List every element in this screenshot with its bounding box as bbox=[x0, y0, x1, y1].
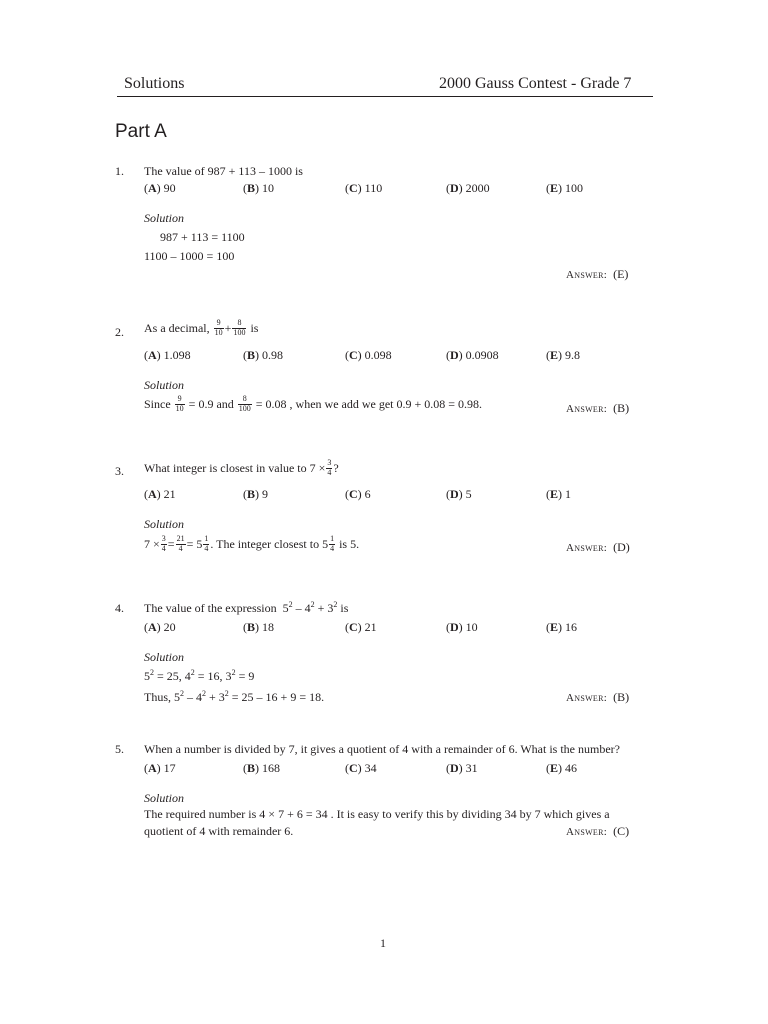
question-stem: The value of the expression $5^2 - 4^2 + 3^2$ is bbox=[144, 600, 349, 615]
choice-b: (B) 0.98 bbox=[243, 348, 284, 362]
choice-e: (E) 46 bbox=[546, 761, 578, 775]
question-number: 5. bbox=[115, 742, 124, 756]
solution-line: 1100 – 1000 = 100 bbox=[144, 249, 235, 263]
choice-c: (C) 21 bbox=[345, 620, 377, 634]
choice-d: (D) 31 bbox=[446, 761, 478, 775]
choice-e: (E) 9.8 bbox=[546, 348, 581, 362]
question-number: 1. bbox=[115, 164, 124, 178]
choice-a: (A) 90 bbox=[144, 181, 176, 195]
solution-label: Solution bbox=[144, 517, 185, 531]
fraction: $\frac{1}{4}$ bbox=[330, 534, 335, 553]
choice-c: (C) 34 bbox=[345, 761, 377, 775]
choice-b: (B) 9 bbox=[243, 487, 269, 501]
question-number: 4. bbox=[115, 601, 124, 615]
solution-line: quotient of 4 with remainder 6. bbox=[144, 824, 294, 838]
solution-line: 7 × $\frac{3}{4}$ = $\frac{21}{4}$ = 5 $\frac{1}{4}$ . The integer closest to 5 $\frac{1}{4}$ is 5. bbox=[144, 534, 360, 553]
choice-d: (D) 0.0908 bbox=[446, 348, 499, 362]
solution-label: Solution bbox=[144, 791, 185, 805]
question-stem: What integer is closest in value to 7 × $\frac{3}{4}$ ? bbox=[144, 458, 339, 477]
part-title: Part A bbox=[115, 121, 167, 142]
choice-e: (E) 1 bbox=[546, 487, 572, 501]
header-left: Solutions bbox=[124, 75, 185, 92]
choice-d: (D) 5 bbox=[446, 487, 472, 501]
fraction: $\frac{8}{100}$ bbox=[238, 394, 251, 413]
solution-line: Since $\frac{9}{10}$ = 0.9 and $\frac{8}{100}$ = 0.08 , when we add we get 0.9 + 0.08 = 0.98. bbox=[144, 394, 483, 413]
solution-label: Solution bbox=[144, 378, 185, 392]
header-right: 2000 Gauss Contest - Grade 7 bbox=[439, 75, 632, 92]
solution-line: $5^2 = 25$, $4^2 = 16$, $3^2 = 9$ bbox=[144, 668, 255, 683]
fraction: $\frac{1}{4}$ bbox=[204, 534, 209, 553]
answer: Answer: (C) bbox=[566, 824, 630, 838]
solution-label: Solution bbox=[144, 211, 185, 225]
solution-label: Solution bbox=[144, 650, 185, 664]
fraction: $\frac{9}{10}$ bbox=[175, 394, 184, 413]
question-number: 2. bbox=[115, 325, 124, 339]
choice-b: (B) 18 bbox=[243, 620, 275, 634]
choice-c: (C) 6 bbox=[345, 487, 371, 501]
choice-a: (A) 17 bbox=[144, 761, 176, 775]
choice-b: (B) 168 bbox=[243, 761, 281, 775]
choice-a: (A) 1.098 bbox=[144, 348, 191, 362]
answer: Answer: (B) bbox=[566, 690, 630, 704]
question-number: 3. bbox=[115, 464, 124, 478]
solution-line: The required number is 4 × 7 + 6 = 34 . It is easy to verify this by dividing 34 by 7 which gives a bbox=[144, 807, 610, 821]
choice-a: (A) 20 bbox=[144, 620, 176, 634]
fraction: $\frac{3}{4}$ bbox=[161, 534, 166, 553]
choice-d: (D) 10 bbox=[446, 620, 478, 634]
solution-line: 987 + 113 = 1100 bbox=[160, 230, 245, 244]
answer: Answer: (E) bbox=[566, 267, 629, 281]
header-rule bbox=[117, 96, 653, 97]
solution-line: Thus, $5^2 - 4^2 + 3^2 = 25 - 16 + 9 = 18$. bbox=[144, 689, 325, 704]
choice-c: (C) 110 bbox=[345, 181, 383, 195]
question-stem: When a number is divided by 7, it gives a quotient of 4 with a remainder of 6. What is the number? bbox=[144, 742, 620, 756]
choice-a: (A) 21 bbox=[144, 487, 176, 501]
fraction: $\frac{8}{100}$ bbox=[233, 318, 246, 337]
choice-e: (E) 16 bbox=[546, 620, 578, 634]
question-stem: As a decimal, $\frac{9}{10}$ + $\frac{8}{100}$ is bbox=[144, 318, 259, 337]
page-number: 1 bbox=[380, 936, 386, 950]
choice-e: (E) 100 bbox=[546, 181, 584, 195]
answer: Answer: (B) bbox=[566, 401, 630, 415]
choice-c: (C) 0.098 bbox=[345, 348, 392, 362]
question-stem: The value of 987 + 113 – 1000 is bbox=[144, 164, 303, 178]
fraction: $\frac{21}{4}$ bbox=[176, 534, 185, 553]
fraction: $\frac{3}{4}$ bbox=[327, 458, 332, 477]
fraction: $\frac{9}{10}$ bbox=[214, 318, 223, 337]
choice-d: (D) 2000 bbox=[446, 181, 490, 195]
choice-b: (B) 10 bbox=[243, 181, 275, 195]
answer: Answer: (D) bbox=[566, 540, 630, 554]
